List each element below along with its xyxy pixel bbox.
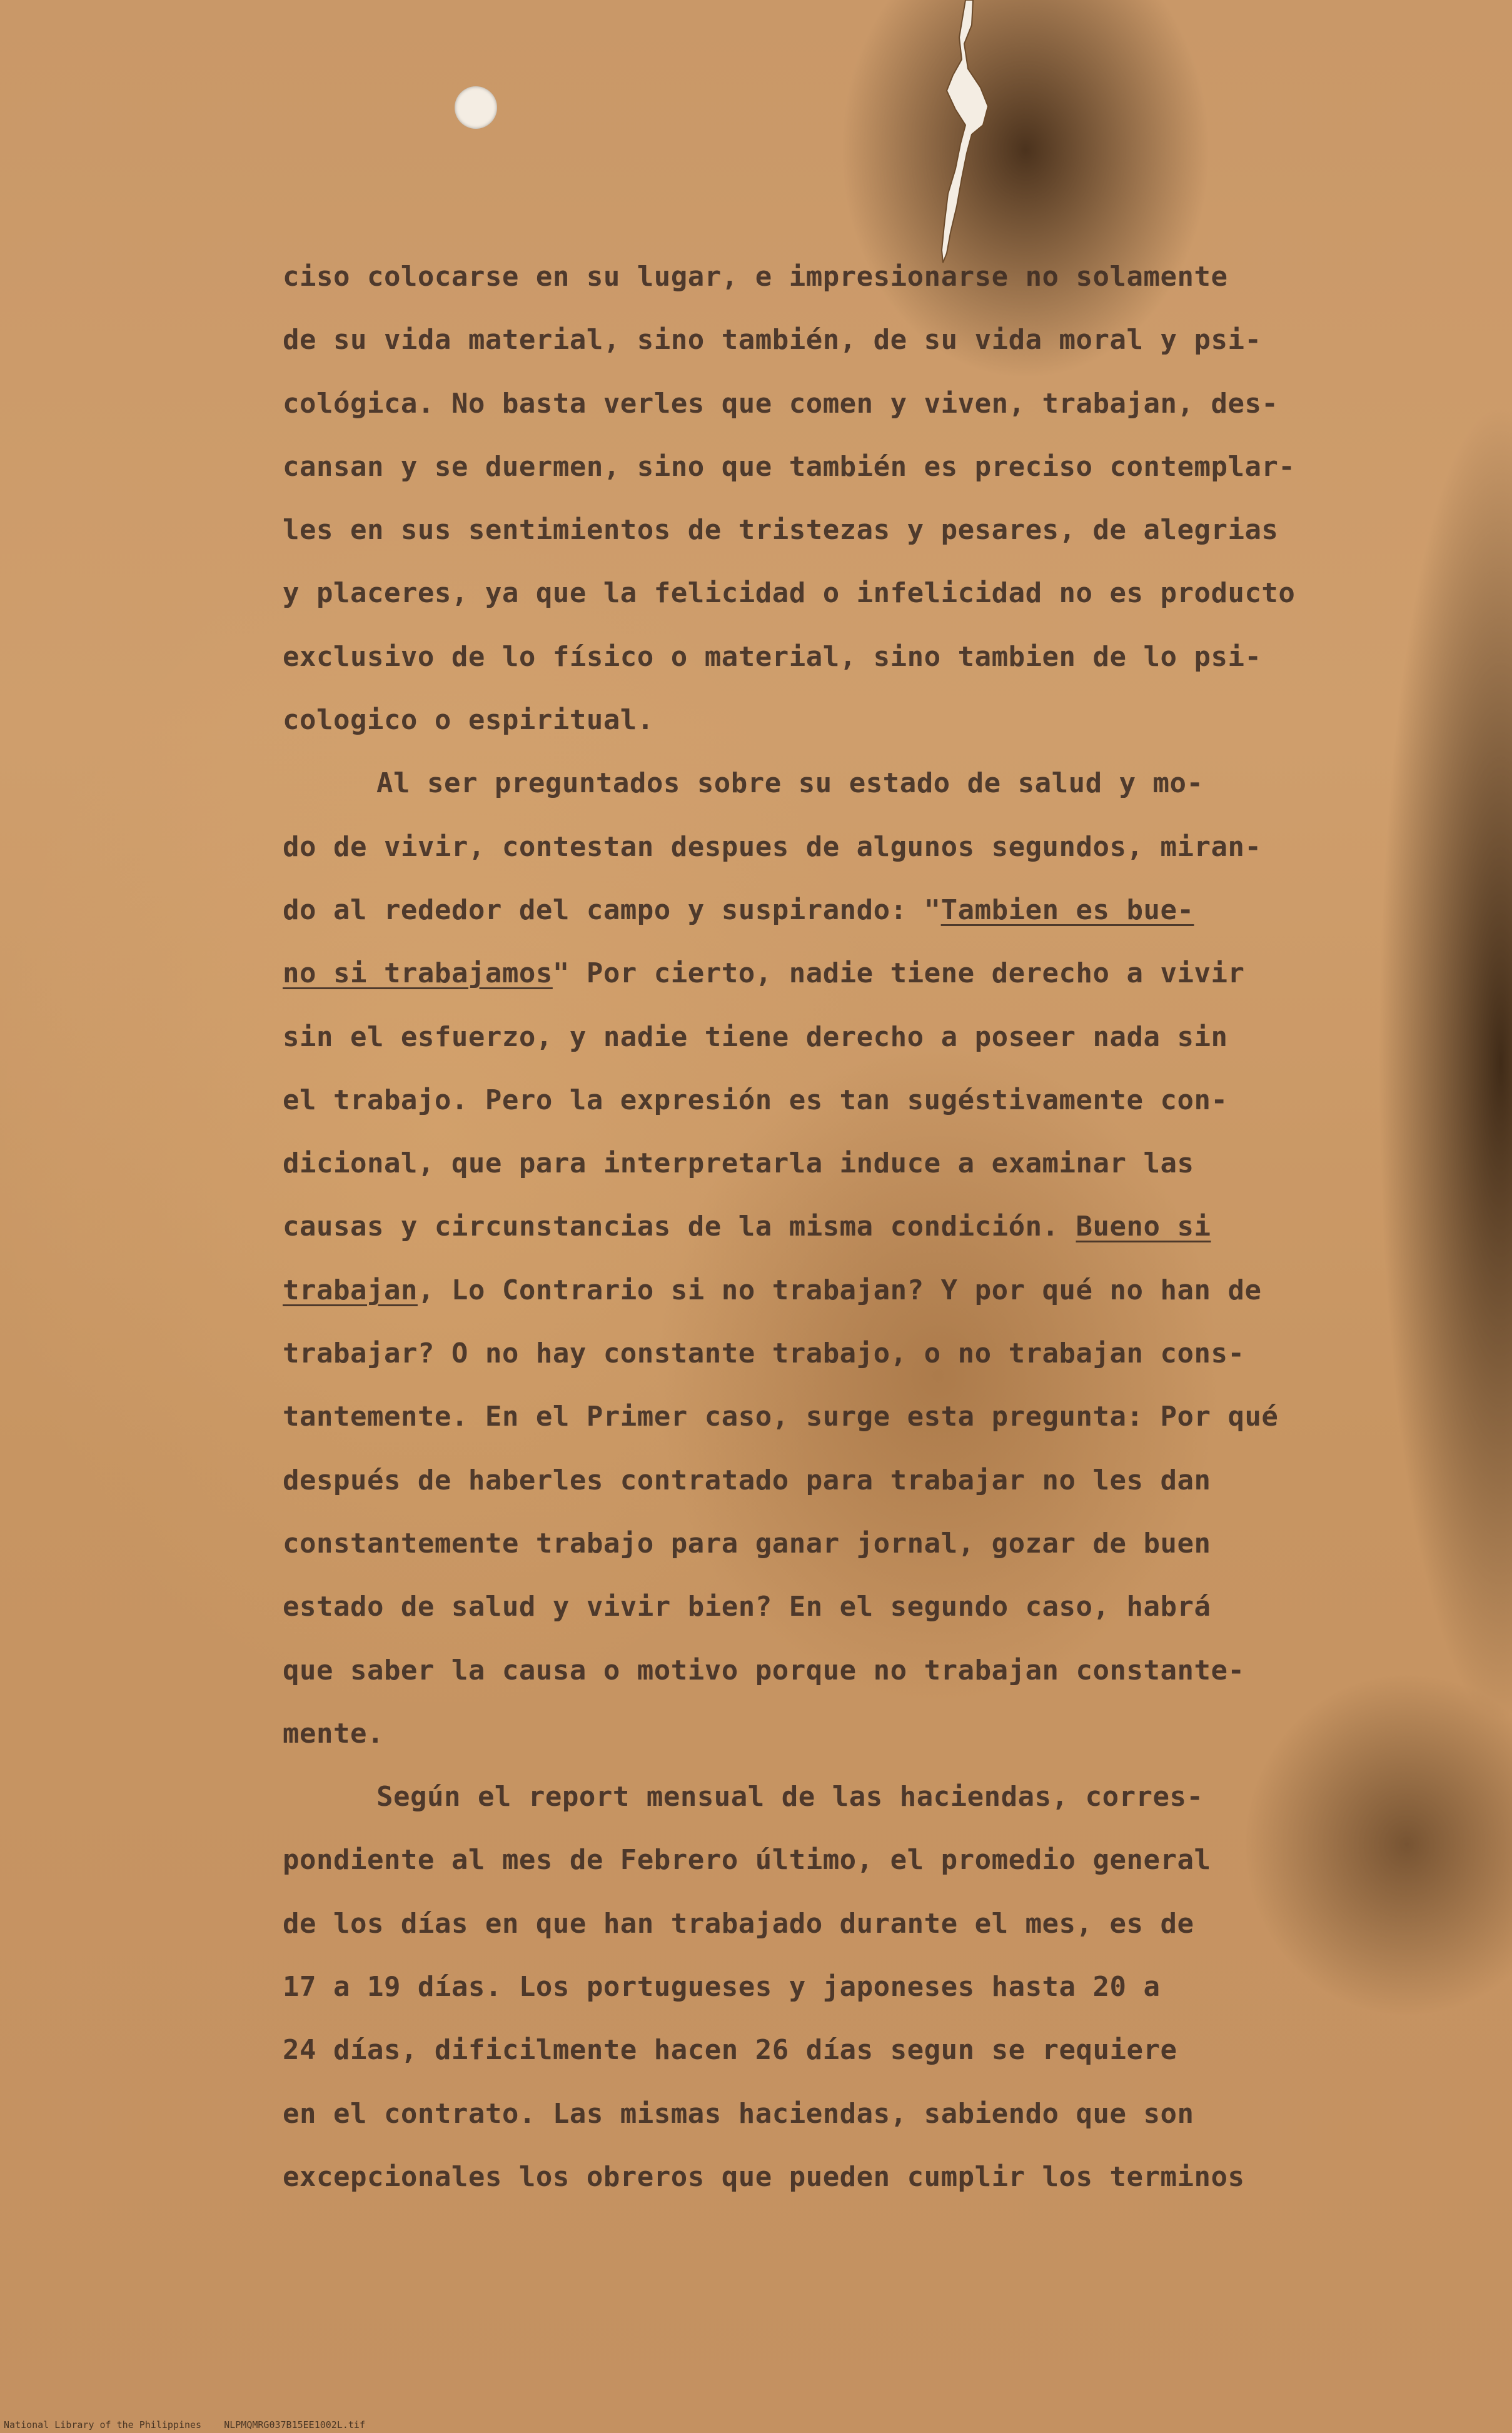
line-text: dicional, que para interpretarla induce a examinar las <box>283 1147 1194 1180</box>
text-line <box>283 562 1402 625</box>
text-line <box>283 688 1402 752</box>
text-line <box>283 1322 1402 1385</box>
line-text: cansan y se duermen, sino que también es preciso contemplar- <box>283 450 1296 483</box>
line-text: do de vivir, contestan despues de algunos segundos, miran- <box>283 830 1262 863</box>
line-text: cológica. No basta verles que comen y viven, trabajan, des- <box>283 387 1279 420</box>
punch-hole <box>455 86 497 129</box>
text-line <box>283 1512 1402 1575</box>
line-text: excepcionales los obreros que pueden cumplir los terminos <box>283 2160 1245 2193</box>
line-text: de su vida material, sino también, de su vida moral y psi- <box>283 324 1262 356</box>
text-line <box>283 372 1402 435</box>
line-text: trabajar? O no hay constante trabajo, o no trabajan cons- <box>283 1337 1245 1370</box>
line-text: , Lo Contrario si no trabajan? Y por qué no han de <box>417 1274 1262 1306</box>
line-text: Al ser preguntados sobre su estado de salud y mo- <box>376 767 1204 800</box>
line-text: estado de salud y vivir bien? En el segundo caso, habrá <box>283 1591 1211 1623</box>
text-line <box>283 752 1402 815</box>
paper-tear <box>928 0 1003 269</box>
line-text: causas y circunstancias de la misma condición. <box>283 1211 1076 1243</box>
line-text: Según el report mensual de las haciendas, corres- <box>376 1781 1204 1813</box>
line-text: do al rededor del campo y suspirando: " <box>283 894 941 926</box>
line-text: pondiente al mes de Febrero último, el promedio general <box>283 1844 1211 1876</box>
text-line <box>283 1259 1402 1322</box>
line-text: en el contrato. Las mismas haciendas, sabiendo que son <box>283 2097 1194 2130</box>
line-text: ciso colocarse en su lugar, e impresionarse no solamente <box>283 261 1228 293</box>
text-line <box>283 1005 1402 1069</box>
line-text: de los días en que han trabajado durante el mes, es de <box>283 1907 1194 1940</box>
line-text: exclusivo de lo físico o material, sino tambien de lo psi- <box>283 640 1262 673</box>
text-line <box>283 1385 1402 1448</box>
text-line <box>283 1449 1402 1512</box>
line-text: constantemente trabajo para ganar jornal, gozar de buen <box>283 1527 1211 1559</box>
line-text: que saber la causa o motivo porque no trabajan constante- <box>283 1654 1245 1686</box>
text-line <box>283 879 1402 942</box>
text-line <box>283 1195 1402 1258</box>
text-line <box>283 625 1402 688</box>
text-line <box>283 2082 1402 2145</box>
line-text: después de haberles contratado para trabajar no les dan <box>283 1464 1211 1496</box>
text-line <box>283 1639 1402 1702</box>
line-text: les en sus sentimientos de tristezas y pesares, de alegrias <box>283 514 1279 547</box>
underlined-phrase: Tambien es bue- <box>940 894 1194 926</box>
line-text: el trabajo. Pero la expresión es tan sugéstivamente con- <box>283 1084 1228 1116</box>
line-text: " Por cierto, nadie tiene derecho a vivir <box>552 957 1245 990</box>
line-text: cologico o espiritual. <box>283 704 654 737</box>
underlined-phrase: trabajan <box>283 1274 418 1306</box>
text-line <box>283 308 1402 371</box>
text-line <box>283 1955 1402 2018</box>
typed-text <box>283 245 1402 2209</box>
text-line <box>283 1069 1402 1132</box>
text-line <box>283 1828 1402 1891</box>
line-text: y placeres, ya que la felicidad o infelicidad no es producto <box>283 577 1296 610</box>
text-line <box>283 1132 1402 1195</box>
text-line <box>283 2145 1402 2209</box>
line-text: tantemente. En el Primer caso, surge esta pregunta: Por qué <box>283 1401 1279 1433</box>
text-line <box>283 942 1402 1005</box>
text-line <box>283 498 1402 562</box>
text-line <box>283 1765 1402 1828</box>
underlined-phrase: Bueno si <box>1076 1211 1211 1243</box>
underlined-phrase: no si trabajamos <box>283 957 553 990</box>
text-line <box>283 1702 1402 1765</box>
line-text: mente. <box>283 1717 384 1750</box>
text-line <box>283 2018 1402 2082</box>
archive-footer: National Library of the Philippines NLPMQMRG037B15EE1002L.tif <box>4 2419 365 2430</box>
line-text: 17 a 19 días. Los portugueses y japoneses hasta 20 a <box>283 1971 1161 2003</box>
line-text: sin el esfuerzo, y nadie tiene derecho a poseer nada sin <box>283 1020 1228 1053</box>
text-line <box>283 1575 1402 1638</box>
text-line <box>283 245 1402 308</box>
text-line <box>283 815 1402 879</box>
line-text: 24 días, dificilmente hacen 26 días segun se requiere <box>283 2034 1177 2067</box>
text-line <box>283 1892 1402 1955</box>
text-line <box>283 435 1402 498</box>
